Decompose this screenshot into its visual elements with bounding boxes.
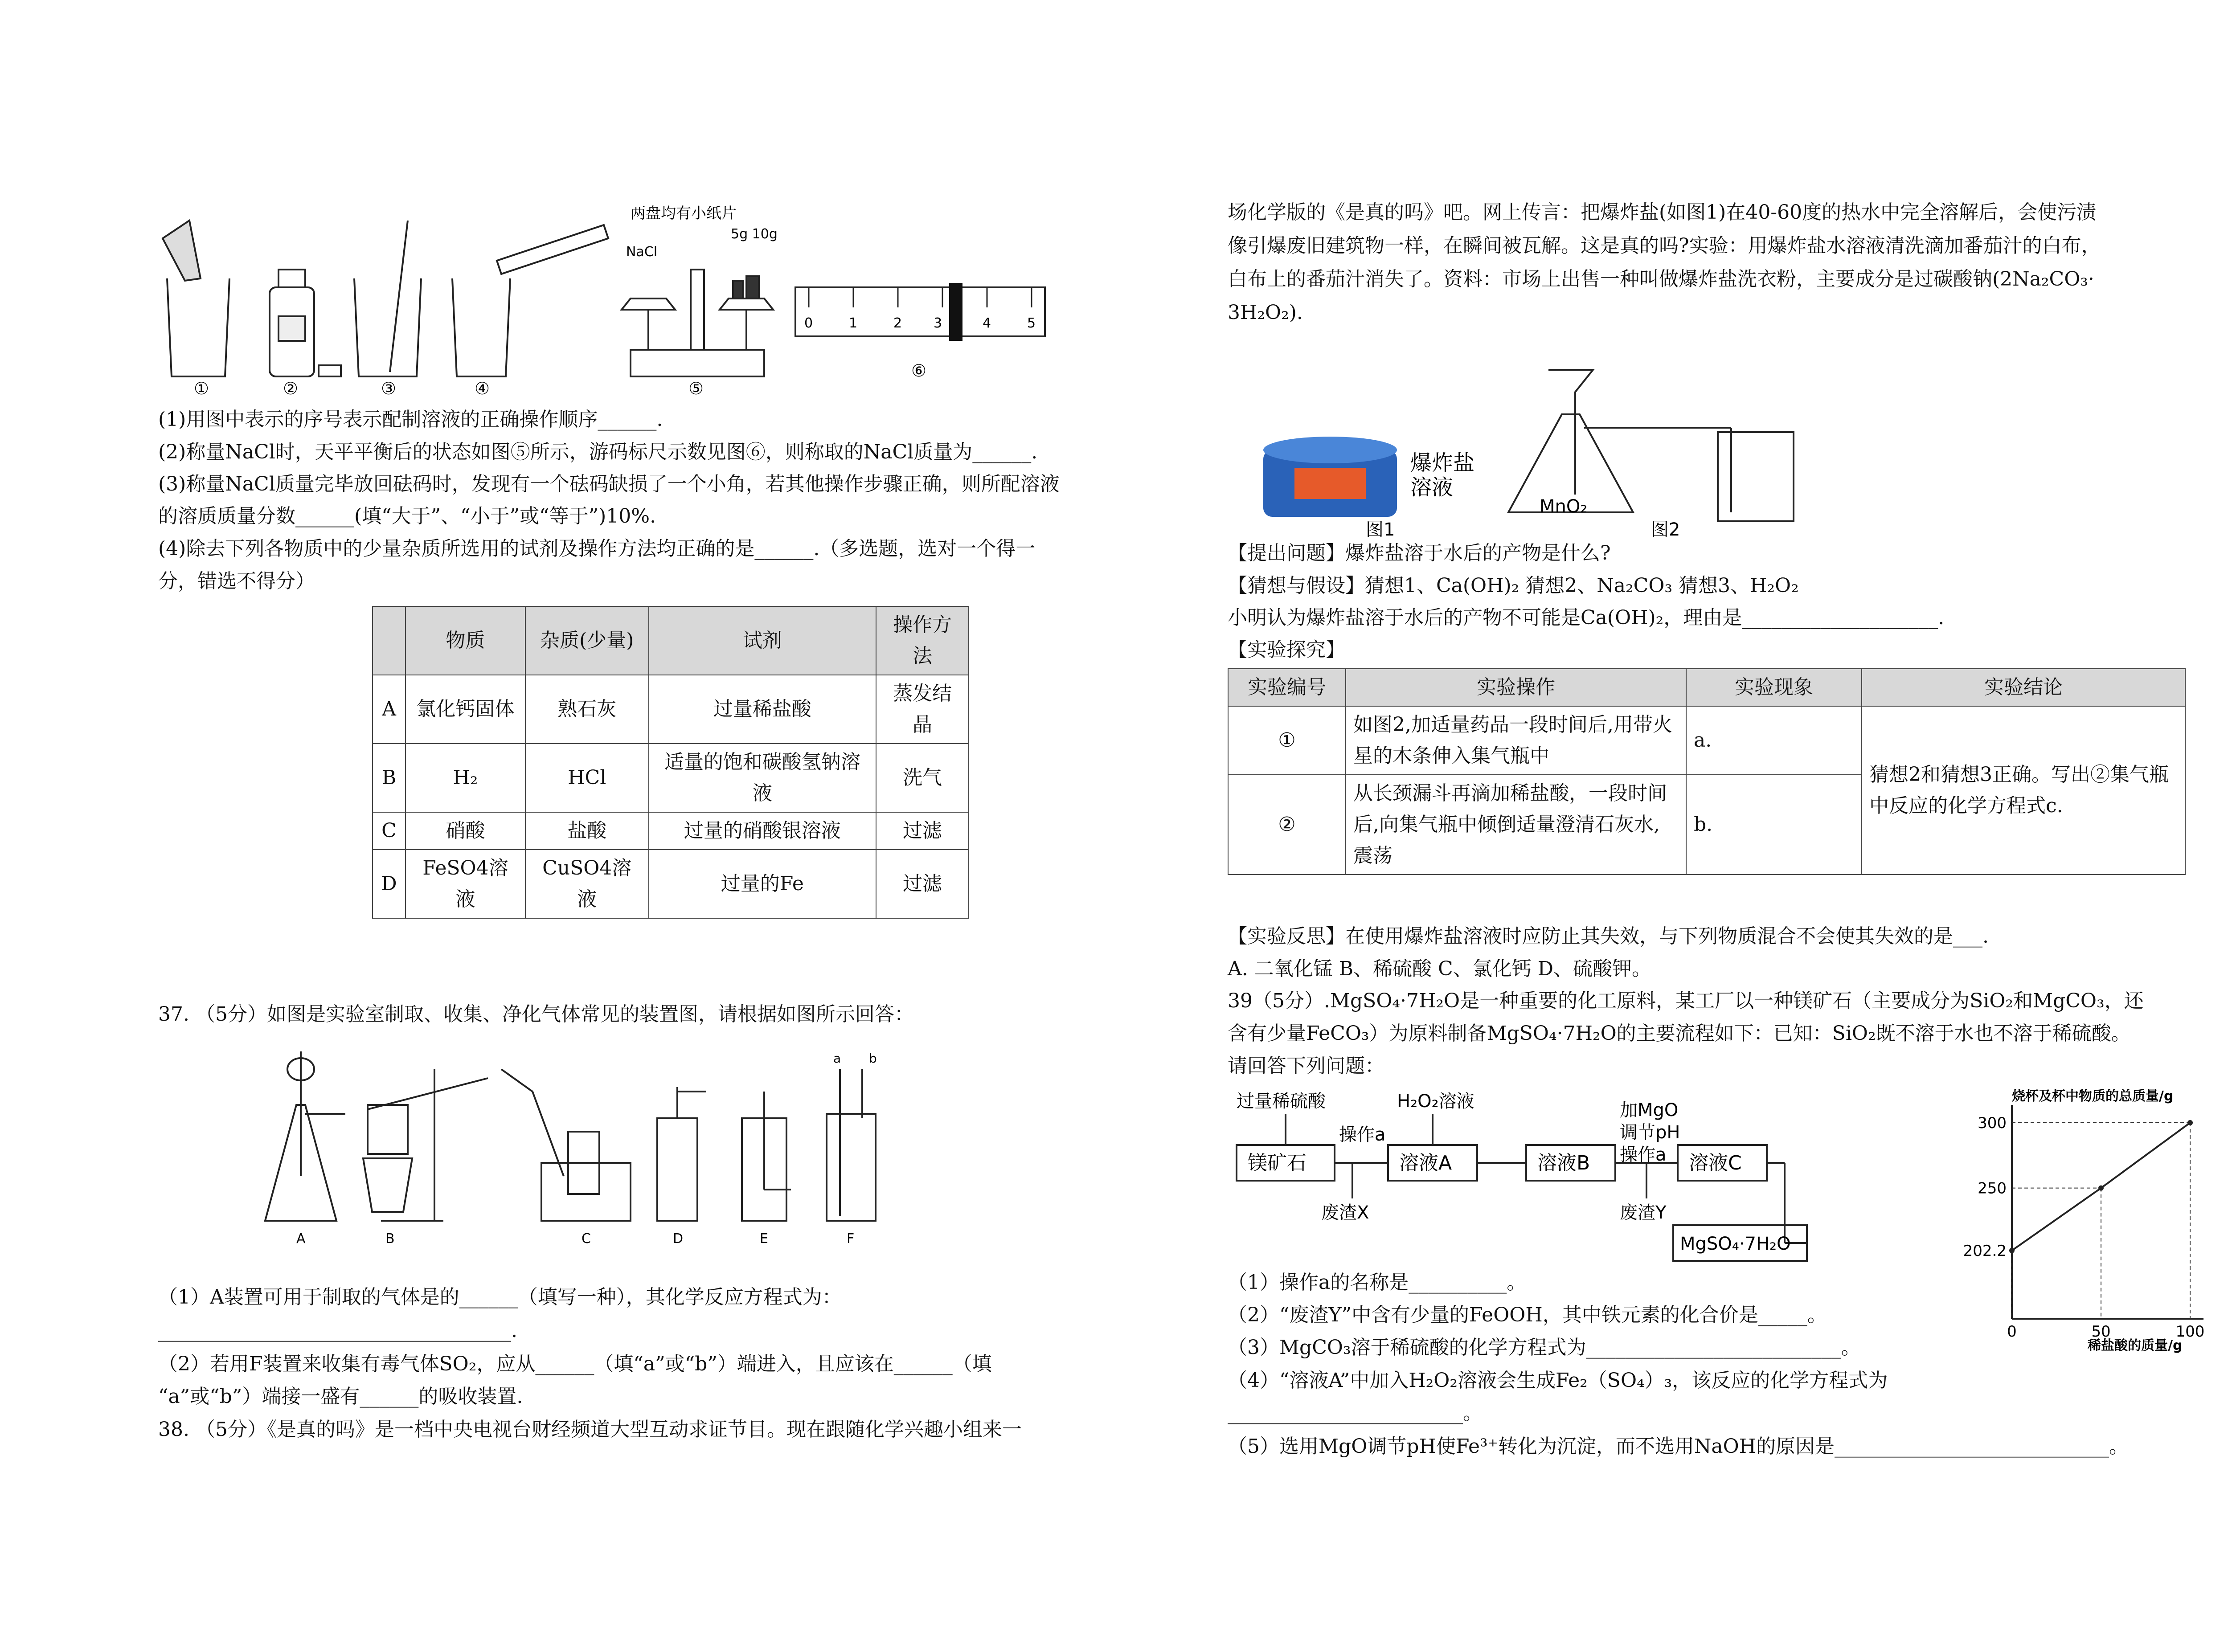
table-cell: FeSO4溶液 <box>405 850 525 918</box>
ruler-tick-2: 2 <box>893 315 902 331</box>
table-cell: a. <box>1686 706 1862 775</box>
table-cell: 硝酸 <box>405 812 525 850</box>
table-row <box>373 675 969 744</box>
table-header-cell <box>373 606 405 675</box>
apparatus-label-a: A <box>296 1231 306 1247</box>
flow-sol-c: 溶液C <box>1689 1152 1742 1174</box>
reflect-text: 【实验反思】在使用爆炸盐溶液时应防止其失效，与下列物质混合不会使其失效的是___. <box>1228 925 1989 948</box>
table-header-row <box>373 606 969 675</box>
table-header-cell: 杂质(少量) <box>525 606 649 675</box>
q39-text-a: 39（5分）.MgSO₄·7H₂O是一种重要的化工原料，某工厂以一种镁矿石（主要成分为SiO₂和MgCO₃，还 <box>1228 990 2144 1012</box>
fig1-label-3: ③ <box>381 379 397 398</box>
flow-ph: 调节pH <box>1620 1122 1680 1143</box>
table-cell: B <box>373 744 405 812</box>
mass-chart <box>1954 1087 2221 1354</box>
solution-label: 溶液 <box>1410 475 1454 500</box>
fig1-label-1: ① <box>194 379 209 398</box>
options-text: A. 二氧化锰 B、稀硫酸 C、氯化钙 D、硫酸钾。 <box>1228 957 1651 980</box>
table-cell: 过量的硝酸银溶液 <box>649 812 876 850</box>
q39-3-text: （3）MgCO₃溶于稀硫酸的化学方程式为__________________________。 <box>1228 1336 1861 1359</box>
table-cell: ① <box>1228 706 1346 775</box>
q39-5-text: （5）选用MgO调节pH使Fe³⁺转化为沉淀，而不选用NaOH的原因是____________________________。 <box>1228 1435 2129 1458</box>
table-header-cell: 物质 <box>405 606 525 675</box>
impurity-table <box>372 606 969 919</box>
flow-waste-y: 废渣Y <box>1620 1202 1667 1223</box>
flow-mgo: 加MgO <box>1620 1100 1679 1120</box>
apparatus-label-c: C <box>582 1231 591 1247</box>
fig1-label-6: ⑥ <box>911 361 927 380</box>
table-cell: H₂ <box>405 744 525 812</box>
q4-text-a: (4)除去下列各物质中的少量杂质所选用的试剂及操作方法均正确的是______.（多选题，选对一个得一 <box>158 537 1036 560</box>
q37-2-text-b: “a”或“b”）端接一盛有______的吸收装置. <box>158 1385 523 1408</box>
q39-2-text: （2）“废渣Y”中含有少量的FeOOH，其中铁元素的化合价是_____。 <box>1228 1304 1827 1326</box>
apparatus-label-d: D <box>673 1231 684 1247</box>
table-cell: 过量的Fe <box>649 850 876 918</box>
chart-point <box>2187 1120 2193 1125</box>
table-cell: 过量稀盐酸 <box>649 675 876 744</box>
fig1-label-5: ⑤ <box>688 379 704 398</box>
fig1-label-2: ② <box>283 379 299 398</box>
table-cell: A <box>373 675 405 744</box>
table-cell: ② <box>1228 775 1346 875</box>
q3-text-b: 的溶质质量分数______(填“大于”、“小于”或“等于”)10%. <box>158 505 656 527</box>
table-cell: 盐酸 <box>525 812 649 850</box>
explosion-salt-figure <box>1259 361 1838 539</box>
ruler-tick-1: 1 <box>849 315 858 331</box>
chart-x-tick-label: 100 <box>2175 1323 2205 1341</box>
table-cell: 过滤 <box>876 812 969 850</box>
q37-2-text-a: （2）若用F装置来收集有毒气体SO₂，应从______（填“a”或“b”）端进入，且应该在______（填 <box>158 1353 992 1375</box>
chart-title: 烧杯及杯中物质的总质量/g <box>2012 1088 2174 1104</box>
flow-waste-x: 废渣X <box>1321 1202 1369 1223</box>
gas-apparatus-figure <box>256 1043 1032 1247</box>
q37-1-text-b: ____________________________________. <box>158 1319 517 1342</box>
table-row <box>373 812 969 850</box>
q39-4-text-b: ________________________。 <box>1228 1402 1483 1424</box>
flow-sol-b: 溶液B <box>1537 1152 1590 1174</box>
q39-text-c: 请回答下列问题： <box>1228 1055 1384 1077</box>
experiment-table <box>1228 668 2186 875</box>
table-cell: 从长颈漏斗再滴加稀盐酸，一段时间后,向集气瓶中倾倒适量澄清石灰水,震荡 <box>1346 775 1686 875</box>
port-b-label: b <box>869 1051 877 1066</box>
flow-acid: 过量稀硫酸 <box>1237 1091 1326 1112</box>
solution-prep-figure <box>158 203 1085 399</box>
chart-y-tick-label: 202.2 <box>1963 1242 2007 1260</box>
fig1-caption: 两盘均有小纸片 <box>631 204 737 222</box>
chart-y-tick-label: 250 <box>1978 1179 2007 1198</box>
table-cell: 猜想2和猜想3正确。写出②集气瓶中反应的化学方程式c. <box>1862 706 2185 875</box>
table-header-cell: 实验结论 <box>1862 669 2185 706</box>
q39-4-text-a: （4）“溶液A”中加入H₂O₂溶液会生成Fe₂（SO₄）₃，该反应的化学方程式为 <box>1228 1369 1888 1392</box>
table-cell: HCl <box>525 744 649 812</box>
q2-text: (2)称量NaCl时，天平平衡后的状态如图⑤所示，游码标尺示数见图⑥，则称取的NaCl质量为______. <box>158 441 1038 463</box>
q3-text-a: (3)称量NaCl质量完毕放回砝码时，发现有一个砝码缺损了一个小角，若其他操作步骤正确，则所配溶液 <box>158 473 1060 495</box>
flow-ore: 镁矿石 <box>1248 1152 1306 1174</box>
flow-sol-a: 溶液A <box>1399 1152 1452 1174</box>
explore-text: 【实验探究】 <box>1228 638 1345 661</box>
table-header-cell: 操作方法 <box>876 606 969 675</box>
guess-text: 【猜想与假设】猜想1、Ca(OH)₂ 猜想2、Na₂CO₃ 猜想3、H₂O₂ <box>1228 574 1799 597</box>
fig1-label-4: ④ <box>475 379 490 398</box>
fig1-weights: 5g 10g <box>731 226 778 242</box>
table-cell: 熟石灰 <box>525 675 649 744</box>
chart-point <box>2098 1186 2104 1191</box>
chart-x-tick-label: 50 <box>2091 1323 2111 1341</box>
table-cell: 氯化钙固体 <box>405 675 525 744</box>
table-cell: b. <box>1686 775 1862 875</box>
table-row <box>373 744 969 812</box>
apparatus-label-e: E <box>760 1231 768 1247</box>
q38-text: 38. （5分）《是真的吗》是一档中央电视台财经频道大型互动求证节目。现在跟随化学兴趣小组来一 <box>158 1418 1022 1441</box>
table-cell: 过滤 <box>876 850 969 918</box>
q38-para-3: 白布上的番茄汁消失了。资料：市场上出售一种叫做爆炸盐洗衣粉，主要成分是过碳酸钠(2Na₂CO₃· <box>1228 268 2094 290</box>
table-header-cell: 实验现象 <box>1686 669 1862 706</box>
table-header-cell: 试剂 <box>649 606 876 675</box>
fig2-title: 图2 <box>1651 519 1680 539</box>
apparatus-label-b: B <box>385 1231 395 1247</box>
table-cell: 蒸发结晶 <box>876 675 969 744</box>
q39-1-text: （1）操作a的名称是__________。 <box>1228 1271 1527 1294</box>
q39-text-b: 含有少量FeCO₃）为原料制备MgSO₄·7H₂O的主要流程如下：已知：SiO₂既不溶于水也不溶于稀硫酸。 <box>1228 1022 2131 1045</box>
ruler-tick-4: 4 <box>983 315 991 331</box>
table-header-cell: 实验操作 <box>1346 669 1686 706</box>
apparatus-label-f: F <box>847 1231 855 1247</box>
q38-para-2: 像引爆废旧建筑物一样，在瞬间被瓦解。这是真的吗?实验：用爆炸盐水溶液清洗滴加番茄汁的白布， <box>1228 234 2101 257</box>
salt-label: 爆炸盐 <box>1410 450 1475 475</box>
table-cell: CuSO4溶液 <box>525 850 649 918</box>
table-cell: 如图2,加适量药品一段时间后,用带火星的木条伸入集气瓶中 <box>1346 706 1686 775</box>
q37-text: 37. （5分）如图是实验室制取、收集、净化气体常见的装置图，请根据如图所示回答： <box>158 1003 914 1026</box>
table-row <box>1228 706 2185 775</box>
ask-text: 【提出问题】爆炸盐溶于水后的产物是什么? <box>1228 542 1611 564</box>
q4-text-b: 分，错选不得分） <box>158 570 315 593</box>
mno2-label: MnO₂ <box>1540 496 1588 517</box>
table-row <box>373 850 969 918</box>
chart-y-tick-label: 300 <box>1978 1114 2007 1132</box>
ming-text: 小明认为爆炸盐溶于水后的产物不可能是Ca(OH)₂，理由是____________________. <box>1228 606 1945 629</box>
port-a-label: a <box>833 1051 841 1066</box>
flow-op2: 操作a <box>1620 1145 1667 1165</box>
table-cell: 洗气 <box>876 744 969 812</box>
ruler-tick-3: 3 <box>934 315 942 331</box>
table-cell: C <box>373 812 405 850</box>
table-cell: D <box>373 850 405 918</box>
table-header-cell: 实验编号 <box>1228 669 1346 706</box>
flow-op1: 操作a <box>1339 1125 1386 1145</box>
table-cell: 适量的饱和碳酸氢钠溶液 <box>649 744 876 812</box>
process-flow-diagram <box>1228 1083 1896 1270</box>
q38-para-1: 场化学版的《是真的吗》吧。网上传言：把爆炸盐(如图1)在40-60度的热水中完全溶解后，会使污渍 <box>1228 201 2097 224</box>
ruler-tick-5: 5 <box>1027 315 1036 331</box>
table-header-row <box>1228 669 2185 706</box>
q38-para-4: 3H₂O₂). <box>1228 301 1303 324</box>
q37-1-text-a: （1）A装置可用于制取的气体是的______（填写一种），其化学反应方程式为： <box>158 1286 842 1309</box>
chart-x-tick-label: 0 <box>2007 1323 2017 1341</box>
fig1-title: 图1 <box>1366 519 1395 539</box>
q1-text: (1)用图中表示的序号表示配制溶液的正确操作顺序______. <box>158 408 663 431</box>
chart-xlabel: 稀盐酸的质量/g <box>2088 1338 2183 1353</box>
flow-product: MgSO₄·7H₂O <box>1680 1234 1791 1254</box>
chart-point <box>2009 1248 2015 1253</box>
flow-h2o2: H₂O₂溶液 <box>1397 1091 1474 1112</box>
fig1-nacl: NaCl <box>626 244 658 260</box>
ruler-tick-0: 0 <box>804 315 813 331</box>
